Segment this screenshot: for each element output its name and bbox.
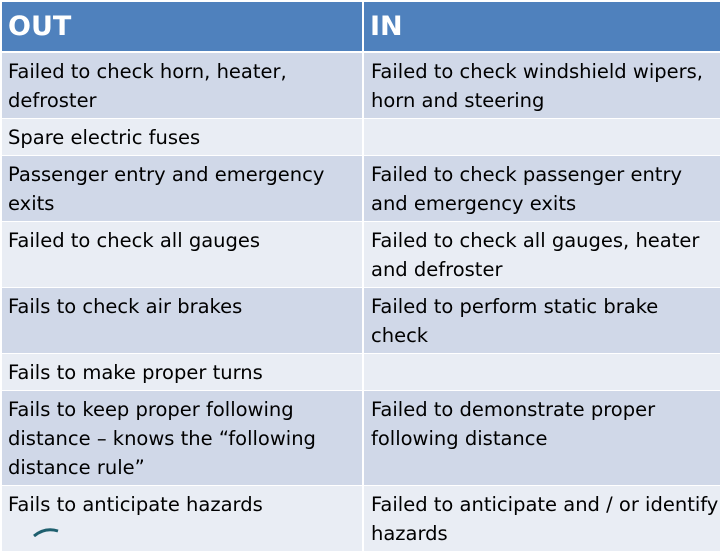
column-header-out: OUT (1, 1, 363, 52)
table-row (1, 354, 720, 391)
cell-in: Failed to check passenger entry and emergency exits (363, 156, 720, 222)
column-header-in: IN (363, 1, 720, 52)
cell-out: Failed to check all gauges (1, 222, 363, 288)
table-row (1, 119, 720, 156)
table-row (1, 288, 720, 354)
logo-icon (33, 527, 59, 537)
cell-out: Fails to anticipate hazards (1, 486, 363, 552)
cell-in: Failed to perform static brake check (363, 288, 720, 354)
cell-out: Fails to check air brakes (1, 288, 363, 354)
cell-out: Failed to check horn, heater, defroster (1, 52, 363, 119)
table-header-row (1, 1, 720, 52)
table-row (1, 222, 720, 288)
table-row (1, 391, 720, 486)
cell-out: Fails to keep proper following distance – knows the “following distance rule” (1, 391, 363, 486)
cell-out: Spare electric fuses (1, 119, 363, 156)
cell-in: Failed to demonstrate proper following distance (363, 391, 720, 486)
table-row (1, 156, 720, 222)
cell-in: Failed to anticipate and / or identify hazards (363, 486, 720, 552)
table-row (1, 52, 720, 119)
table-row (1, 486, 720, 552)
cell-in (363, 354, 720, 391)
cell-in (363, 119, 720, 156)
cell-in: Failed to check all gauges, heater and defroster (363, 222, 720, 288)
cell-out: Fails to make proper turns (1, 354, 363, 391)
cell-out: Passenger entry and emergency exits (1, 156, 363, 222)
cell-in: Failed to check windshield wipers, horn and steering (363, 52, 720, 119)
